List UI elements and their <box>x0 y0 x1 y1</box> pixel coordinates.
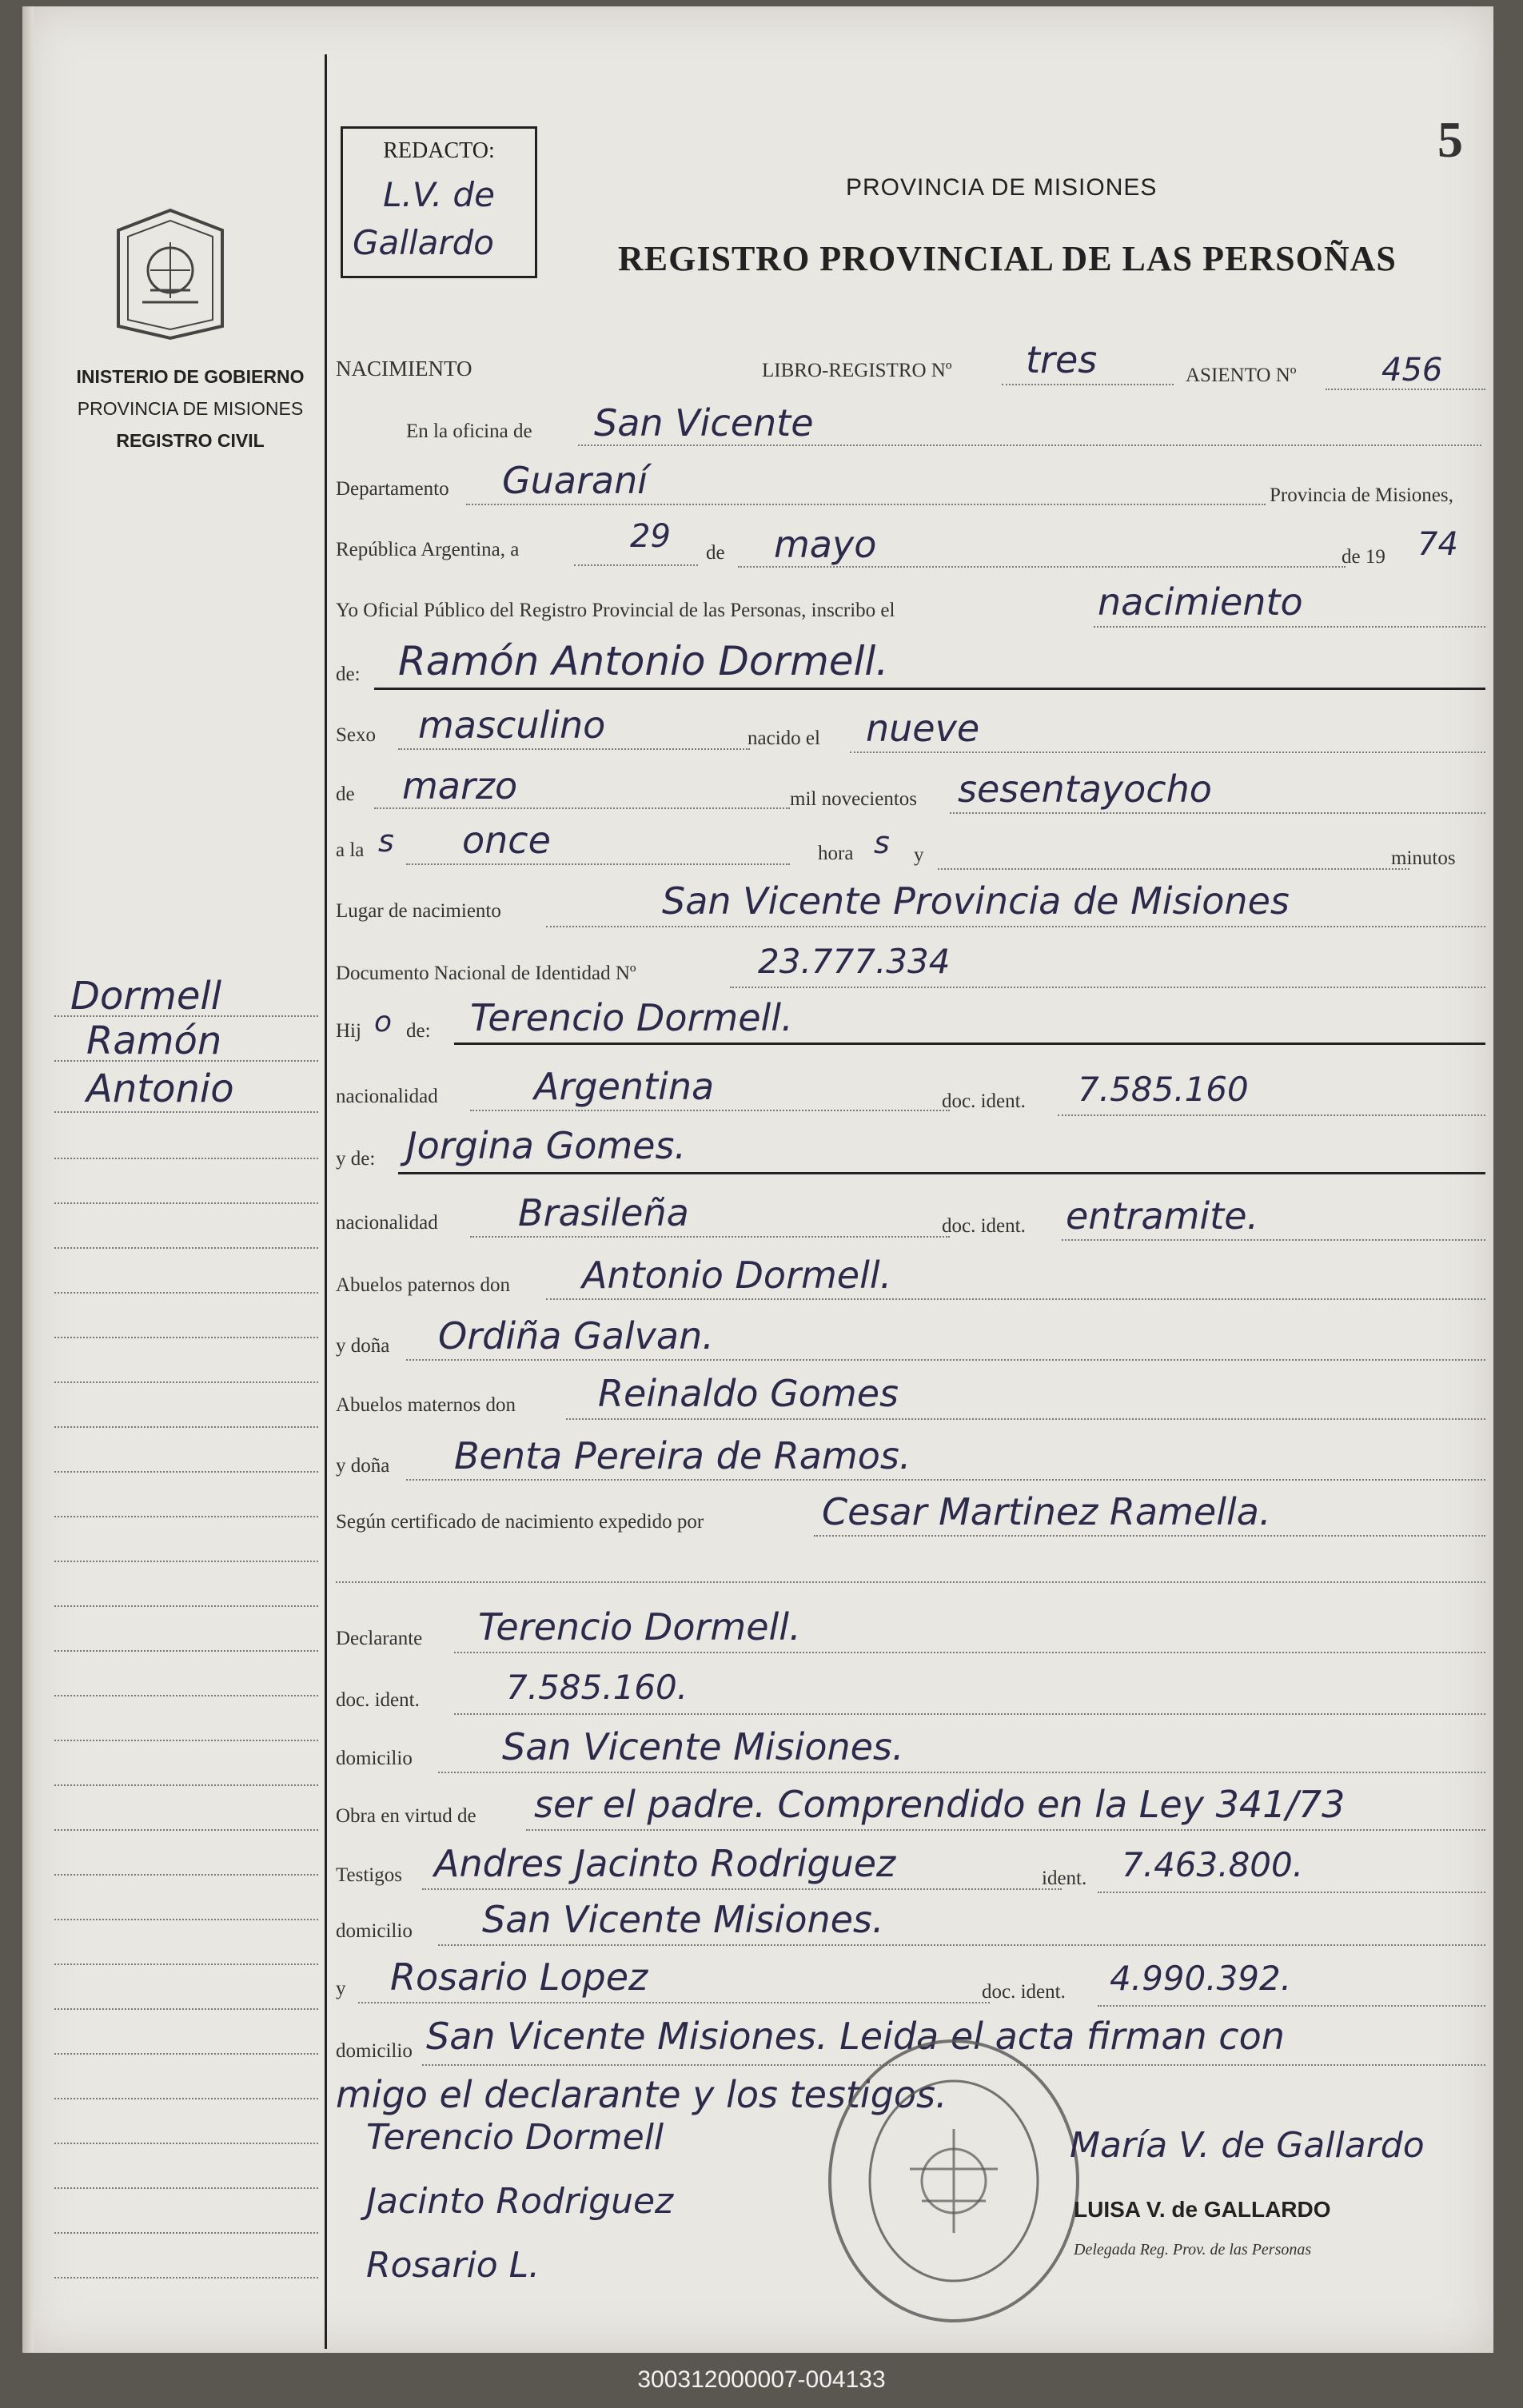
testigo1-line <box>422 1888 1062 1890</box>
ministry-heading <box>54 361 326 456</box>
madre-underline <box>398 1172 1485 1174</box>
ala-suffix: s <box>378 823 394 859</box>
registry-heading: REGISTRO PROVINCIAL DE LAS PERSOÑAS <box>618 239 1397 278</box>
name-underline <box>374 688 1485 690</box>
asiento-line <box>1326 389 1485 390</box>
testigo2-doc: 4.990.392. <box>1110 1959 1292 1998</box>
oficial-value: nacimiento <box>1098 580 1303 624</box>
margin-line <box>54 1695 318 1696</box>
provincia-label: Provincia de Misiones, <box>1270 484 1453 506</box>
declarante-value: Terencio Dormell. <box>478 1605 801 1649</box>
doc1-label: doc. ident. <box>942 1090 1026 1112</box>
hora-line <box>406 863 790 865</box>
testigo2-value: Rosario Lopez <box>390 1956 648 1999</box>
nacido-value: nueve <box>866 707 980 750</box>
margin-line <box>54 1426 318 1428</box>
oficina-value: San Vicente <box>594 401 814 445</box>
doc1-value: 7.585.160 <box>1078 1070 1249 1109</box>
departamento-value: Guaraní <box>502 459 648 502</box>
testigo2-line <box>358 2002 990 2003</box>
libro-value: tres <box>1026 338 1098 381</box>
docdec-label: doc. ident. <box>336 1689 420 1711</box>
margin-line <box>54 1247 318 1249</box>
de-mes-label: de <box>336 783 355 805</box>
mil-line <box>950 812 1485 814</box>
sexo-label: Sexo <box>336 724 376 746</box>
minutos-line <box>938 868 1409 870</box>
departamento-line <box>466 504 1266 505</box>
signature-oficial: María V. de Gallardo <box>1070 2125 1425 2166</box>
mes-line <box>738 566 1346 568</box>
padre-value: Terencio Dormell. <box>470 996 793 1039</box>
official-round-seal-icon <box>822 2033 1086 2329</box>
segun-line <box>814 1535 1485 1537</box>
margin-line <box>54 2098 318 2099</box>
y-label: y <box>914 844 924 866</box>
margin-line <box>54 2008 318 2010</box>
am-label: Abuelos maternos don <box>336 1394 516 1416</box>
docdec-value: 7.585.160. <box>506 1668 688 1707</box>
document-id: 300312000007-004133 <box>637 2366 886 2393</box>
am-line <box>566 1418 1485 1420</box>
asiento-label: ASIENTO Nº <box>1186 365 1297 386</box>
hora-value: once <box>462 819 551 862</box>
libro-label: LIBRO-REGISTRO Nº <box>762 360 952 381</box>
ap-label: Abuelos paternos don <box>336 1274 511 1296</box>
document-page <box>22 6 1493 2353</box>
doc3-label: doc. ident. <box>982 1981 1066 2003</box>
de-name-value: Ramón Antonio Dormell. <box>398 638 889 684</box>
dni-label: Documento Nacional de Identidad Nº <box>336 963 636 984</box>
margin-line <box>54 1292 318 1294</box>
ap-value: Antonio Dormell. <box>582 1254 892 1297</box>
nac2-label: nacionalidad <box>336 1212 438 1234</box>
anio-value: 74 <box>1417 526 1458 563</box>
margin-line <box>54 1202 318 1204</box>
hora-suffix: s <box>874 825 890 860</box>
margin-line <box>54 1471 318 1473</box>
margin-line <box>54 1740 318 1741</box>
dni-line <box>730 987 1485 988</box>
dni-value: 23.777.334 <box>758 942 951 981</box>
margin-line <box>54 1381 318 1383</box>
margin-line <box>54 2277 318 2278</box>
margin-line <box>54 2187 318 2189</box>
testigo1-doc: 7.463.800. <box>1122 1845 1304 1884</box>
redacto-line-1: L.V. de <box>383 175 495 214</box>
nac2-value: Brasileña <box>518 1191 689 1234</box>
ydona1-line <box>406 1359 1485 1361</box>
minutos-label: minutos <box>1391 847 1456 869</box>
doc2-value: entramite. <box>1066 1194 1259 1238</box>
dom1-line <box>438 1772 1485 1773</box>
dom1-value: San Vicente Misiones. <box>502 1725 904 1768</box>
margin-line <box>54 1919 318 1920</box>
ala-label: a la <box>336 839 365 861</box>
am-value: Reinaldo Gomes <box>598 1372 899 1415</box>
sexo-line <box>398 748 750 750</box>
ydona2-line <box>406 1479 1485 1481</box>
sexo-value: masculino <box>418 704 606 747</box>
hijo-suffix: o <box>374 1006 393 1039</box>
margin-name-line-3: Antonio <box>86 1066 234 1111</box>
nacido-label: nacido el <box>748 728 820 749</box>
libro-line <box>1002 384 1174 385</box>
ministry-seal-icon <box>110 206 230 342</box>
ap-line <box>546 1298 1485 1300</box>
nacido-line <box>850 752 1485 753</box>
anio-label: de 19 <box>1342 546 1385 568</box>
mes-value: mayo <box>774 523 877 566</box>
declarante-line <box>454 1652 1485 1653</box>
padre-underline <box>454 1043 1485 1045</box>
margin-line <box>54 1963 318 1965</box>
closing-value: migo el declarante y los testigos. <box>336 2073 947 2116</box>
margin-line <box>54 1111 318 1113</box>
testigo1-doc-line <box>1098 1892 1485 1893</box>
dia-line <box>574 564 698 566</box>
declarante-label: Declarante <box>336 1628 423 1649</box>
dom2-line <box>438 1944 1485 1946</box>
signature-testigo-1: Jacinto Rodriguez <box>366 2181 674 2222</box>
margin-line <box>54 1158 318 1159</box>
de-name-label: de: <box>336 664 361 685</box>
ministry-line-3: REGISTRO CIVIL <box>116 430 265 451</box>
ydona1-value: Ordiña Galvan. <box>438 1314 714 1357</box>
departamento-label: Departamento <box>336 478 449 500</box>
de-label: de <box>706 542 725 564</box>
ministry-line-1: INISTERIO DE GOBIERNO <box>76 366 305 387</box>
oficina-line <box>578 445 1481 446</box>
oficina-label: En la oficina de <box>406 421 532 442</box>
mil-value: sesentayocho <box>958 767 1212 811</box>
official-printed-name: LUISA V. de GALLARDO <box>1074 2197 1331 2222</box>
page-number: 5 <box>1437 111 1463 168</box>
nacimiento-label: NACIMIENTO <box>336 357 472 381</box>
segun-value: Cesar Martinez Ramella. <box>822 1490 1271 1533</box>
margin-name-line-2: Ramón <box>86 1019 222 1063</box>
hora-label: hora <box>818 843 854 864</box>
mil-label: mil novecientos <box>790 788 917 810</box>
lugar-value: San Vicente Provincia de Misiones <box>662 879 1290 923</box>
doc1-line <box>1058 1114 1485 1116</box>
margin-name-line-1: Dormell <box>70 974 222 1019</box>
dia-value: 29 <box>630 518 671 555</box>
margin-line <box>54 1829 318 1831</box>
redacto-line-2: Gallardo <box>353 223 494 262</box>
obra-line <box>526 1829 1485 1831</box>
hijo-label: Hij <box>336 1020 361 1042</box>
docdec-line <box>454 1713 1485 1715</box>
margin-line <box>54 1516 318 1517</box>
margin-line <box>54 1874 318 1876</box>
province-heading: PROVINCIA DE MISIONES <box>846 174 1158 201</box>
doc2-label: doc. ident. <box>942 1215 1026 1237</box>
redacto-label: REDACTO: <box>383 138 495 163</box>
segun-line-2 <box>336 1581 1485 1583</box>
nac2-line <box>470 1236 950 1238</box>
obra-label: Obra en virtud de <box>336 1805 476 1827</box>
ydona2-label: y doña <box>336 1455 390 1477</box>
nac1-value: Argentina <box>534 1065 715 1108</box>
dom1-label: domicilio <box>336 1748 413 1769</box>
de-mes-value: marzo <box>402 764 518 807</box>
margin-line <box>54 1784 318 1786</box>
doc2-line <box>1062 1239 1485 1241</box>
column-divider <box>325 54 327 2349</box>
madre-value: Jorgina Gomes. <box>406 1124 687 1167</box>
hijo-de-label: de: <box>406 1020 431 1042</box>
de-mes-line <box>374 807 790 809</box>
nac1-line <box>470 1110 950 1111</box>
margin-line <box>54 2232 318 2234</box>
testigo2-doc-line <box>1098 2005 1485 2007</box>
redacto-stamp <box>341 126 537 278</box>
margin-line <box>54 1650 318 1652</box>
page-edge <box>22 6 34 2353</box>
yde-label: y de: <box>336 1148 376 1170</box>
oficial-line <box>1094 626 1485 628</box>
obra-value: ser el padre. Comprendido en la Ley 341/73 <box>534 1783 1346 1826</box>
dom3-label: domicilio <box>336 2040 413 2062</box>
margin-line <box>54 1337 318 1338</box>
y2-label: y <box>336 1978 346 1999</box>
official-printed-role: Delegada Reg. Prov. de las Personas <box>1074 2241 1312 2258</box>
ident-label: ident. <box>1042 1868 1087 1889</box>
dom2-value: San Vicente Misiones. <box>482 1898 884 1941</box>
margin-line <box>54 1605 318 1607</box>
testigos-label: Testigos <box>336 1864 402 1886</box>
margin-line <box>54 2053 318 2055</box>
nac1-label: nacionalidad <box>336 1086 438 1107</box>
dom3-value: San Vicente Misiones. Leida el acta firman con <box>426 2015 1285 2058</box>
margin-line <box>54 2143 318 2144</box>
testigo1-value: Andres Jacinto Rodriguez <box>434 1842 896 1885</box>
lugar-line <box>546 926 1485 927</box>
margin-line <box>54 1561 318 1562</box>
dom2-label: domicilio <box>336 1920 413 1942</box>
signature-testigo-2: Rosario L. <box>366 2245 540 2286</box>
oficial-label: Yo Oficial Público del Registro Provincial de las Personas, inscribo el <box>336 600 895 621</box>
segun-label: Según certificado de nacimiento expedido por <box>336 1511 704 1533</box>
republica-label: República Argentina, a <box>336 539 520 560</box>
ydona2-value: Benta Pereira de Ramos. <box>454 1434 911 1477</box>
asiento-value: 456 <box>1381 352 1443 389</box>
ministry-line-2: PROVINCIA DE MISIONES <box>77 398 304 419</box>
signature-declarante: Terencio Dormell <box>366 2117 664 2158</box>
ydona1-label: y doña <box>336 1335 390 1357</box>
lugar-label: Lugar de nacimiento <box>336 900 501 922</box>
